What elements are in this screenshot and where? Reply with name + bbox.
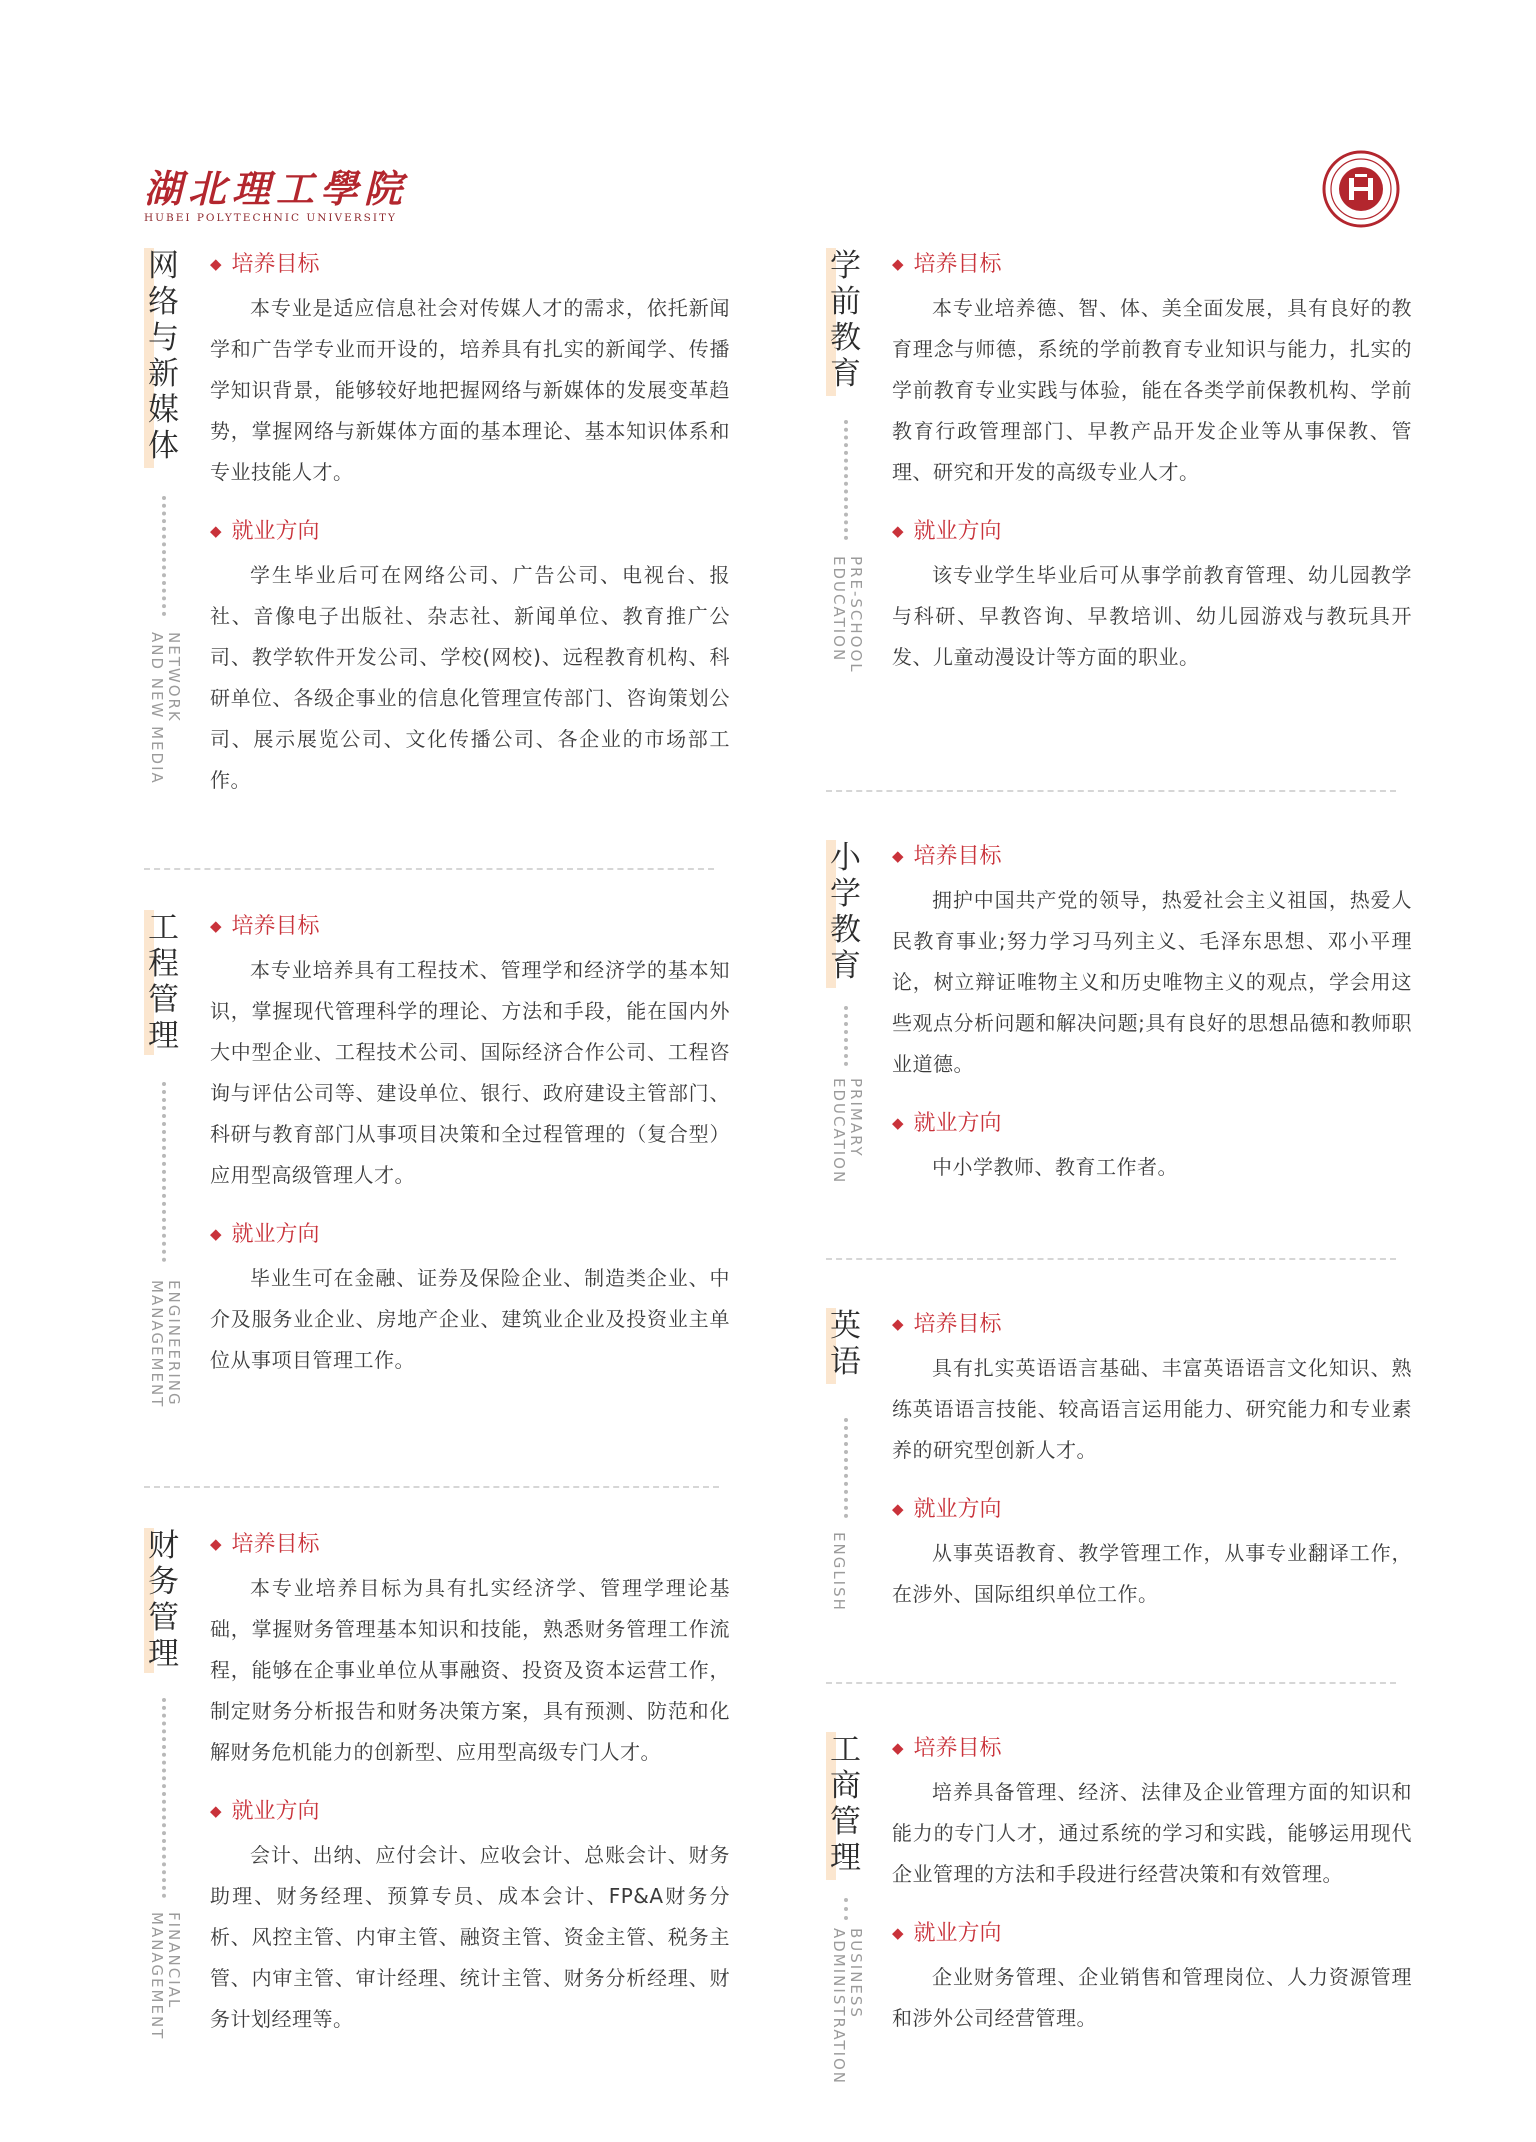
- goal-heading: ◆ 培养目标: [892, 844, 1002, 869]
- career-text: 学生毕业后可在网络公司、广告公司、电视台、报社、音像电子出版社、杂志社、新闻单位、教育推广公司、教学软件开发公司、学校(网校)、远程教育机构、科研单位、各级企事业的信息化管理宣传部门、咨询策划公司、展示展览公司、文化传播公司、各企业的市场部工作。: [210, 563, 730, 792]
- career-heading: ◆ 就业方向: [892, 1111, 1002, 1136]
- goal-text: 本专业是适应信息社会对传媒人才的需求，依托新闻学和广告学专业而开设的，培养具有扎实的新闻学、传播学知识背景，能够较好地把握网络与新媒体的发展变革趋势，掌握网络与新媒体方面的基本理论、基本知识体系和专业技能人才。: [210, 296, 730, 484]
- major-section-english: [826, 1308, 1412, 1628]
- major-title: 工商管理: [826, 1732, 852, 1880]
- career-text: 毕业生可在金融、证券及保险企业、制造类企业、中介及服务业企业、房地产企业、建筑业企业及投资业主单位从事项目管理工作。: [210, 1266, 730, 1372]
- major-section-business-administration: [826, 1732, 1412, 2112]
- major-section-financial-management: [144, 1528, 730, 2098]
- major-title-english: ENGLISH: [830, 1532, 848, 1612]
- vertical-dotted-line: [844, 1898, 848, 1920]
- major-title-english: PRIMARY EDUCATION: [830, 1078, 865, 1185]
- major-title-english: PRE-SCHOOL EDUCATION: [830, 556, 865, 674]
- goal-text: 具有扎实英语语言基础、丰富英语语言文化知识、熟练英语语言技能、较高语言运用能力、研究能力和专业素养的研究型创新人才。: [892, 1356, 1412, 1462]
- vertical-dotted-line: [162, 496, 166, 616]
- logo-chinese-name: 湖北理工學院: [144, 166, 409, 211]
- goal-heading: ◆ 培养目标: [210, 1532, 320, 1557]
- goal-text: 培养具备管理、经济、法律及企业管理方面的知识和能力的专门人才，通过系统的学习和实践，能够运用现代企业管理的方法和手段进行经营决策和有效管理。: [892, 1780, 1412, 1886]
- logo-english-name: HUBEI POLYTECHNIC UNIVERSITY: [144, 212, 397, 224]
- major-title-english: FINANCIAL MANAGEMENT: [148, 1912, 183, 2041]
- career-heading: ◆ 就业方向: [892, 519, 1002, 544]
- major-section-engineering-management: [144, 910, 730, 1430]
- career-heading: ◆ 就业方向: [892, 1921, 1002, 1946]
- section-divider: [826, 1258, 1396, 1260]
- major-title: 小学教育: [826, 840, 852, 988]
- major-section-pre-school-education: [826, 248, 1412, 748]
- university-emblem-icon: [1322, 150, 1400, 228]
- section-divider: [144, 1486, 719, 1488]
- section-divider: [826, 1682, 1396, 1684]
- career-heading: ◆ 就业方向: [210, 1799, 320, 1824]
- vertical-dotted-line: [844, 1418, 848, 1518]
- major-title: 工程管理: [144, 910, 170, 1055]
- goal-heading: ◆ 培养目标: [210, 914, 320, 939]
- goal-heading: ◆ 培养目标: [892, 252, 1002, 277]
- major-section-network-new-media: [144, 248, 730, 818]
- major-title-english: NETWORK AND NEW MEDIA: [148, 632, 183, 785]
- goal-text: 本专业培养具有工程技术、管理学和经济学的基本知识，掌握现代管理科学的理论、方法和手段，能在国内外大中型企业、工程技术公司、国际经济合作公司、工程咨询与评估公司等、建设单位、银行、政府建设主管部门、科研与教育部门从事项目决策和全过程管理的（复合型）应用型高级管理人才。: [210, 958, 730, 1187]
- vertical-dotted-line: [844, 420, 848, 540]
- career-text: 从事英语教育、教学管理工作，从事专业翻译工作，在涉外、国际组织单位工作。: [892, 1541, 1412, 1606]
- career-text: 会计、出纳、应付会计、应收会计、总账会计、财务助理、财务经理、预算专员、成本会计、FP&A财务分析、风控主管、内审主管、融资主管、资金主管、税务主管、内审主管、审计经理、统计主管、财务分析经理、财务计划经理等。: [210, 1843, 730, 2031]
- vertical-dotted-line: [162, 1082, 166, 1262]
- goal-text: 本专业培养目标为具有扎实经济学、管理学理论基础，掌握财务管理基本知识和技能，熟悉财务管理工作流程，能够在企事业单位从事融资、投资及资本运营工作，制定财务分析报告和财务决策方案，具有预测、防范和化解财务危机能力的创新型、应用型高级专门人才。: [210, 1576, 730, 1764]
- vertical-dotted-line: [162, 1698, 166, 1898]
- career-heading: ◆ 就业方向: [210, 1222, 320, 1247]
- vertical-dotted-line: [844, 1006, 848, 1066]
- section-divider: [144, 868, 714, 870]
- career-text: 中小学教师、教育工作者。: [932, 1155, 1178, 1179]
- career-heading: ◆ 就业方向: [210, 519, 320, 544]
- major-title-english: ENGINEERING MANAGEMENT: [148, 1280, 183, 1409]
- major-title-english: BUSINESS ADMINISTRATION: [830, 1928, 865, 2086]
- university-logo: [144, 168, 408, 224]
- career-text: 该专业学生毕业后可从事学前教育管理、幼儿园教学与科研、早教咨询、早教培训、幼儿园游戏与教玩具开发、儿童动漫设计等方面的职业。: [892, 563, 1412, 669]
- goal-heading: ◆ 培养目标: [892, 1312, 1002, 1337]
- goal-heading: ◆ 培养目标: [892, 1736, 1002, 1761]
- major-title: 财务管理: [144, 1528, 170, 1673]
- section-divider: [826, 790, 1396, 792]
- goal-heading: ◆ 培养目标: [210, 252, 320, 277]
- career-text: 企业财务管理、企业销售和管理岗位、人力资源管理和涉外公司经营管理。: [892, 1965, 1412, 2030]
- major-title: 学前教育: [826, 248, 852, 396]
- major-title: 网络与新媒体: [144, 248, 170, 468]
- major-title: 英语: [826, 1308, 852, 1384]
- goal-text: 本专业培养德、智、体、美全面发展，具有良好的教育理念与师德，系统的学前教育专业知识与能力，扎实的学前教育专业实践与体验，能在各类学前保教机构、学前教育行政管理部门、早教产品开发企业等从事保教、管理、研究和开发的高级专业人才。: [892, 296, 1412, 484]
- goal-text: 拥护中国共产党的领导，热爱社会主义祖国，热爱人民教育事业;努力学习马列主义、毛泽东思想、邓小平理论，树立辩证唯物主义和历史唯物主义的观点，学会用这些观点分析问题和解决问题;具有良好的思想品德和教师职业道德。: [892, 888, 1412, 1076]
- career-heading: ◆ 就业方向: [892, 1497, 1002, 1522]
- major-section-primary-education: [826, 840, 1412, 1220]
